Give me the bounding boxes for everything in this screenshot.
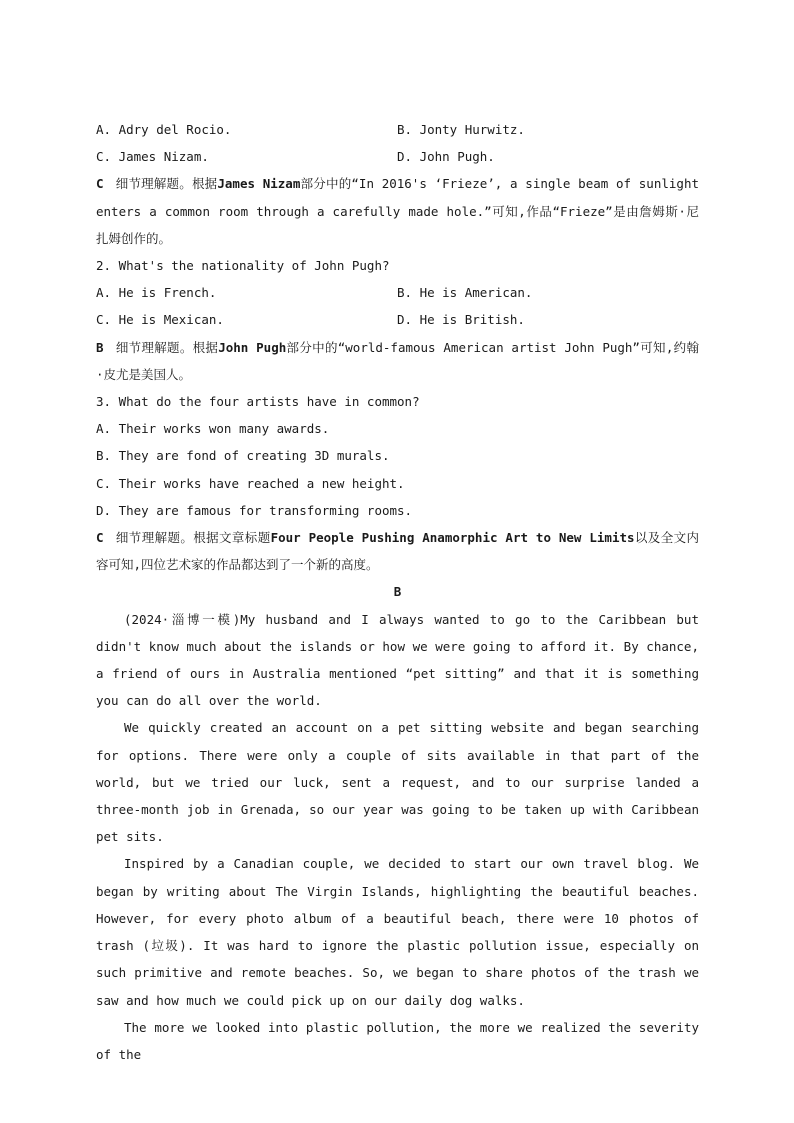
q3-explanation-prefix: 细节理解题。根据文章标题: [115, 530, 271, 546]
q1-explanation-rest: 部分中的“In 2016's ‘Frieze’, a single beam of sunlight enters a common room through a carefully made hole.”可知,作品“Frieze”是由詹姆斯·尼扎姆创作的。: [96, 176, 699, 246]
q2-explanation-bold: John Pugh: [218, 339, 287, 355]
q3-explanation-bold: Four People Pushing Anamorphic Art to New Limits: [270, 530, 635, 546]
q2-option-d: D. He is British.: [397, 312, 525, 328]
document-page: [96, 116, 699, 1068]
q3-option-d: D. They are famous for transforming rooms.: [96, 502, 413, 518]
passage-paragraph-2: We quickly created an account on a pet sitting website and began searching for options. There were only a couple of sits available in that part of the world, but we tried our luck, sent a request, and to our surprise landed a three-month job in Grenada, so our year was going to be taken up with Caribbean pet sits.: [96, 720, 699, 845]
q3-answer: C: [96, 530, 104, 546]
q2-options-row-1: [96, 279, 699, 306]
q2-answer: B: [96, 339, 104, 355]
q1-explanation: [96, 170, 699, 252]
q3-option-b: B. They are fond of creating 3D murals.: [96, 448, 390, 464]
q1-explanation-bold: James Nizam: [217, 176, 301, 192]
q3-explanation-rest: 以及全文内容可知,四位艺术家的作品都达到了一个新的高度。: [96, 530, 699, 573]
q2-explanation-prefix: 细节理解题。根据: [115, 339, 219, 355]
q1-answer: C: [96, 176, 104, 192]
q3-option-c: C. Their works have reached a new height.: [96, 475, 405, 491]
q2-option-a: A. He is French.: [96, 285, 217, 301]
section-title: B: [393, 584, 402, 600]
q3-explanation: [96, 524, 699, 578]
q1-options-row-1: [96, 116, 699, 143]
passage-paragraph-3: Inspired by a Canadian couple, we decided to start our own travel blog. We began by writing about The Virgin Islands, highlighting the beautiful beaches. However, for every photo album of a beautiful beach, there were 10 photos of trash (垃圾). It was hard to ignore the plastic pollution issue, especially on such primitive and remote beaches. So, we began to share photos of the trash we saw and how much we could pick up on our daily dog walks.: [96, 856, 699, 1008]
q2-options-row-2: [96, 306, 699, 333]
q1-option-d: D. John Pugh.: [397, 149, 495, 165]
q3-option-a: A. Their works won many awards.: [96, 421, 330, 437]
q2-option-b: B. He is American.: [397, 285, 533, 301]
q1-option-c: C. James Nizam.: [96, 149, 209, 165]
q1-explanation-prefix: 细节理解题。根据: [115, 176, 218, 192]
q1-options-row-2: [96, 143, 699, 170]
q1-option-b: B. Jonty Hurwitz.: [397, 122, 525, 137]
q2-option-c: C. He is Mexican.: [96, 312, 224, 328]
q2-explanation: [96, 334, 699, 388]
passage-paragraph-1: (2024·淄博一模)My husband and I always wanted to go to the Caribbean but didn't know much about the islands or how we were going to afford it. By chance, a friend of ours in Australia mentioned “pet sitting” and that it is something you can do all over the world.: [96, 611, 699, 709]
q3-question: 3. What do the four artists have in common?: [96, 394, 420, 410]
passage-paragraph-4: The more we looked into plastic pollution, the more we realized the severity of the: [96, 1019, 699, 1062]
q2-explanation-rest: 部分中的“world-famous American artist John Pugh”可知,约翰·皮尤是美国人。: [96, 339, 699, 382]
q1-option-a: A. Adry del Rocio.: [96, 122, 232, 137]
q2-question: 2. What's the nationality of John Pugh?: [96, 258, 390, 274]
